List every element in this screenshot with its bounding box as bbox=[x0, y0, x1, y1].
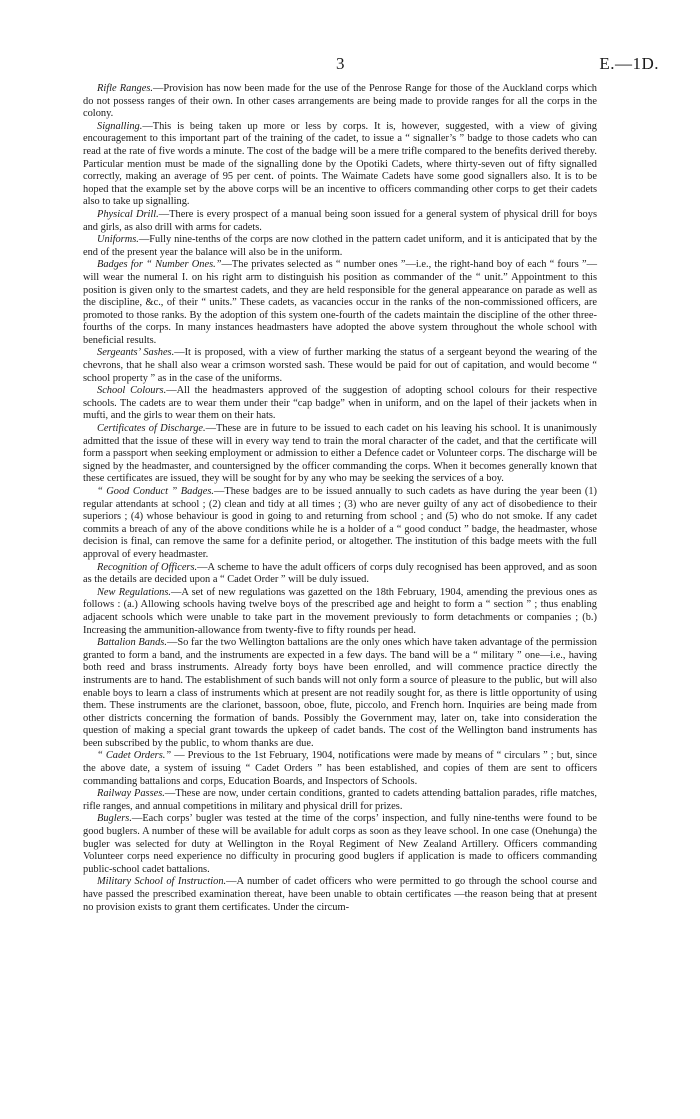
paragraph-text: —Fully nine-tenths of the corps are now clothed in the pattern cadet uniform, and it is anticipated that by the end of the present year the balance will also be in the uniform. bbox=[83, 234, 597, 258]
paragraph-title: Uniforms. bbox=[97, 234, 139, 246]
paragraph-text: —These badges are to be issued annually to such cadets as have during the year been (1) regular attendants at school ; (2) clean and tidy at all times ; (3) who are never guilty of any act of disobedience to their superiors ; (4) whose behaviour is good in going to and returning from school ; and (5) who do not smoke. If any cadet commits a breach of any of the above conditions while he is a holder of a “ good conduct ” badge, the headmaster, whose decision is final, can remove the same for a definite period, or altogether. The institution of this badge meets with the full approval of every headmaster. bbox=[83, 486, 597, 560]
paragraph-text: — Previous to the 1st February, 1904, notifications were made by means of “ circulars ” ; but, since the above date, a system of issuing “ Cadet Orders ” has been established, and copies of them are sent to officers commanding battalions and corps, Education Boards, and Inspectors of Schools. bbox=[83, 750, 598, 787]
paragraph-title: Sergeants’ Sashes. bbox=[97, 347, 175, 359]
paragraph-title: Badges for “ Number Ones.” bbox=[97, 259, 222, 271]
paragraph-title: Physical Drill. bbox=[97, 208, 159, 220]
paragraph-text: —A scheme to have the adult officers of corps duly recognised has been approved, and as soon as the details are decided upon a “ Cadet Order ” will be duly issued. bbox=[83, 561, 597, 586]
body-text bbox=[83, 83, 597, 914]
paragraph-title: Military School of Instruction. bbox=[97, 876, 227, 888]
paragraph-text: —There is every prospect of a manual being soon issued for a general system of physical drill for boys and girls, as also drill with arms for cadets. bbox=[83, 208, 597, 233]
paragraph-text: —These are now, under certain conditions, granted to cadets attending battalion parades, rifle matches, rifle ranges, and annual competitions in military and physical drill for prizes. bbox=[83, 788, 597, 812]
document-reference: E.—1D. bbox=[599, 54, 659, 73]
page-header bbox=[0, 54, 700, 74]
paragraph-new-regulations bbox=[83, 587, 597, 637]
paragraph-title: Recognition of Officers. bbox=[97, 561, 198, 573]
paragraph-title: Railway Passes. bbox=[97, 788, 165, 800]
paragraph-text: —A number of cadet officers who were permitted to go through the school course and have passed the prescribed examination thereat, have been unable to obtain certificates —the reason being that at present no provision exists to grant them certificates. Under the circum- bbox=[83, 876, 597, 913]
paragraph-title: “ Good Conduct ” Badges. bbox=[97, 486, 214, 497]
page-number: 3 bbox=[336, 54, 345, 73]
paragraph-title: Certificates of Discharge. bbox=[97, 423, 206, 435]
paragraph-cadet-orders bbox=[83, 750, 597, 788]
paragraph-title: “ Cadet Orders.” bbox=[97, 750, 172, 762]
paragraph-text: —This is being taken up more or less by corps. It is, however, suggested, with a view of giving encouragement to this important part of the training of the cadet, to issue a “ signaller’s ” badge to those cadets who can read at the rate of five words a minute. The cost of the badge will be a mere trifle compared to the benefits derived thereby. Particular mention must be made of the signalling done by the Opotiki Cadets, where thirty-seven out of fifty signalled correctly, making an average of 95 per cent. of points. The Waimate Cadets have some good signallers also. It is to be hoped that the example set by the above corps will be an incentive to officers commanding other corps to get their cadets also to take up signalling. bbox=[83, 120, 597, 208]
paragraph-rifle-ranges bbox=[83, 83, 597, 121]
paragraph-text: —Provision has now been made for the use of the Penrose Range for those of the Auckland corps which do not possess ranges of their own. In other cases arrangements are being made to provide ranges for all the corps in the colony. bbox=[83, 83, 598, 120]
paragraph-text: —A set of new regulations was gazetted on the 18th February, 1904, amending the previous ones as follows : (a.) Allowing schools having twelve boys of the prescribed age and height to form a “ section ” ; thus enabling adjacent schools which were unable to take part in the movement previously to form detachments or companies ; (b.) Increasing the ammunition-allowance from twenty-five to fifty rounds per head. bbox=[83, 586, 598, 636]
paragraph-good-conduct-badges bbox=[83, 486, 597, 562]
paragraph-text: —So far the two Wellington battalions are the only ones which have taken advantage of the permission granted to form a band, and the instruments are expected in a few days. The band will be a “ military ” one—i.e., having both reed and brass instruments. Already forty boys have been enrolled, and will commence practice directly the instruments are to hand. The establishment of such bands will not only form a source of pleasure to the public, but will also enable boys to learn a class of instruments which at present are not readily sought for, as there is little opportunity of using them. These instruments are the clarionet, bassoon, oboe, flute, piccolo, and French horn. Inquiries are being made from other districts concerning the formation of bands. Possibly the Government may, later on, take into consideration the question of making a special grant towards the upkeep of cadet bands. The cost of the Wellington band instruments has been subscribed by the public, to whom thanks are due. bbox=[83, 637, 597, 749]
paragraph-title: School Colours. bbox=[97, 385, 167, 397]
paragraph-title: Rifle Ranges. bbox=[97, 83, 153, 94]
paragraph-title: Buglers. bbox=[97, 813, 132, 825]
paragraph-uniforms bbox=[83, 234, 597, 259]
paragraph-battalion-bands bbox=[83, 637, 597, 750]
paragraph-text: —The privates selected as “ number ones ”—i.e., the right-hand boy of each “ fours ”—will wear the numeral I. on his right arm to distinguish his position as commander of the “ unit.” Appointment to this position is given only to the smartest cadets, and they are held responsible for the general appearance on parade as well as the discipline, &c., of their “ units.” These cadets, as vacancies occur in the ranks of the non-commissioned officers, are promoted to those ranks. By the adoption of this system one-fourth of the cadets maintain the discipline of the other three-fourths of the corps. In many instances headmasters have adopted the above system throughout the whole school with beneficial results. bbox=[83, 259, 597, 346]
paragraph-military-school-of-instruction bbox=[83, 876, 597, 914]
paragraph-signalling bbox=[83, 121, 597, 209]
paragraph-physical-drill bbox=[83, 209, 597, 234]
paragraph-school-colours bbox=[83, 385, 597, 423]
paragraph-badges-number-ones bbox=[83, 259, 597, 347]
paragraph-text: —Each corps’ bugler was tested at the time of the corps’ inspection, and fully nine-tenths were found to be good buglers. A number of these will be available for adult corps as soon as they leave school. In one case (Onehunga) the bugler was selected for duty at Wellington in the Royal Regiment of New Zealand Artillery. Officers commanding Volunteer corps need experience no difficulty in procuring good buglers if application is made to officers commanding public-school cadet battalions. bbox=[83, 813, 597, 875]
paragraph-buglers bbox=[83, 813, 597, 876]
paragraph-railway-passes bbox=[83, 788, 597, 813]
paragraph-text: —These are in future to be issued to each cadet on his leaving his school. It is unanimously admitted that the issue of these will in every way tend to train the moral character of the cadet, and that the certificate will form a passport when seeking employment or admission to either a Defence cadet or Volunteer corps. The discharge will be signed by the headmaster, and countersigned by the officer commanding the corps. When it becomes generally known that these certificates are issued, they will be sought for by any who may be seeking the services of a boy. bbox=[83, 423, 598, 485]
paragraph-title: Signalling. bbox=[97, 120, 143, 132]
paragraph-certificates-of-discharge bbox=[83, 423, 597, 486]
paragraph-title: New Regulations. bbox=[97, 586, 172, 598]
paragraph-title: Battalion Bands. bbox=[97, 637, 167, 649]
paragraph-recognition-of-officers bbox=[83, 562, 597, 587]
paragraph-sergeants-sashes bbox=[83, 347, 597, 385]
paragraph-text: —All the headmasters approved of the suggestion of adopting school colours for their respective schools. The cadets are to wear them under their “cap badge” when in uniform, and on the lapel of their jackets when in mufti, and the girls to wear them on their hats. bbox=[83, 385, 597, 422]
paragraph-text: —It is proposed, with a view of further marking the status of a sergeant beyond the wearing of the chevrons, that he shall also wear a crimson worsted sash. These would be paid for out of capitation, and would become “ school property ” as in the case of the uniforms. bbox=[83, 347, 597, 384]
